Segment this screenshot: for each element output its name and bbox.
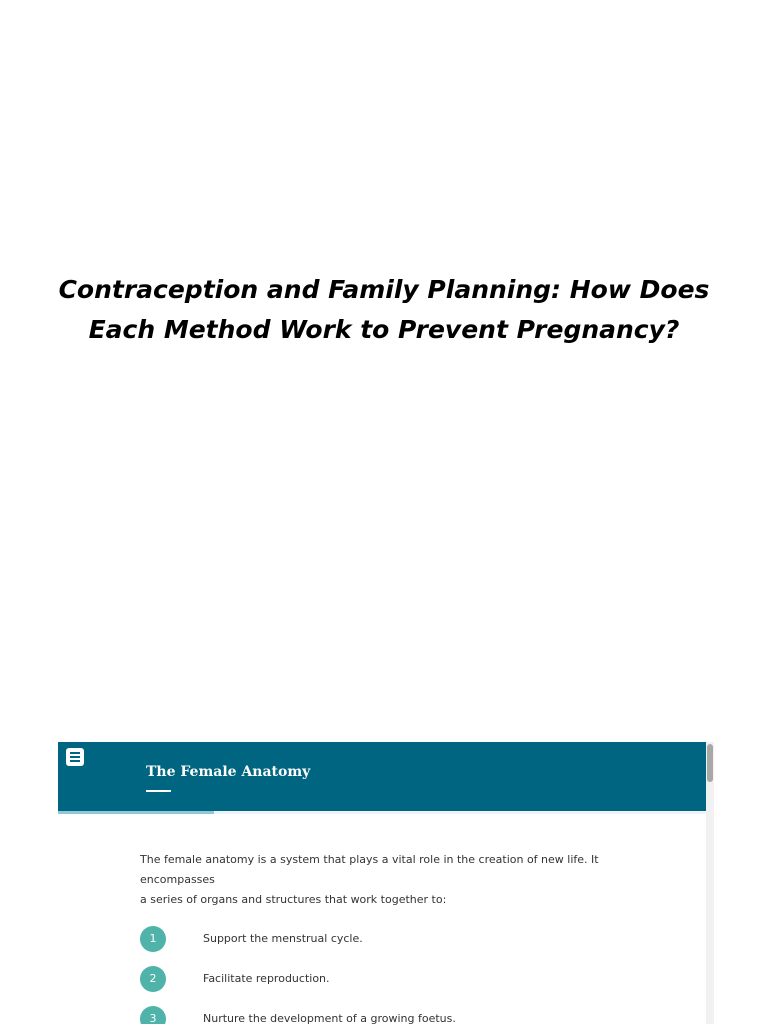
hamburger-menu-icon[interactable] (66, 748, 84, 766)
lesson-intro (140, 850, 660, 910)
point-text: Support the menstrual cycle. (203, 932, 363, 945)
point-number-badge: 3 (140, 1006, 166, 1024)
slide-title: Contraception and Family Planning: How Does Each Method Work to Prevent Pregnancy? (58, 275, 710, 344)
point-text: Facilitate reproduction. (203, 972, 330, 985)
title-underline (146, 790, 171, 792)
intro-line-2: a series of organs and structures that work together to: (140, 893, 447, 906)
point-number-badge: 1 (140, 926, 166, 952)
intro-line-1: The female anatomy is a system that plays a vital role in the creation of new life. It encompasses (140, 853, 599, 886)
scrollbar[interactable] (706, 742, 714, 1024)
point-number-badge: 2 (140, 966, 166, 992)
lesson-frame (58, 742, 714, 1024)
lesson-title: The Female Anatomy (146, 764, 311, 780)
list-item (140, 926, 660, 952)
points-list (140, 926, 660, 1024)
point-text: Nurture the development of a growing foetus. (203, 1012, 456, 1024)
list-item (140, 966, 660, 992)
lesson-progress-fill (58, 811, 214, 814)
lesson-progress-bar (58, 811, 706, 814)
scrollbar-thumb[interactable] (707, 744, 713, 782)
list-item (140, 1006, 660, 1024)
lesson-body (140, 850, 660, 1024)
lesson-header (58, 742, 706, 811)
